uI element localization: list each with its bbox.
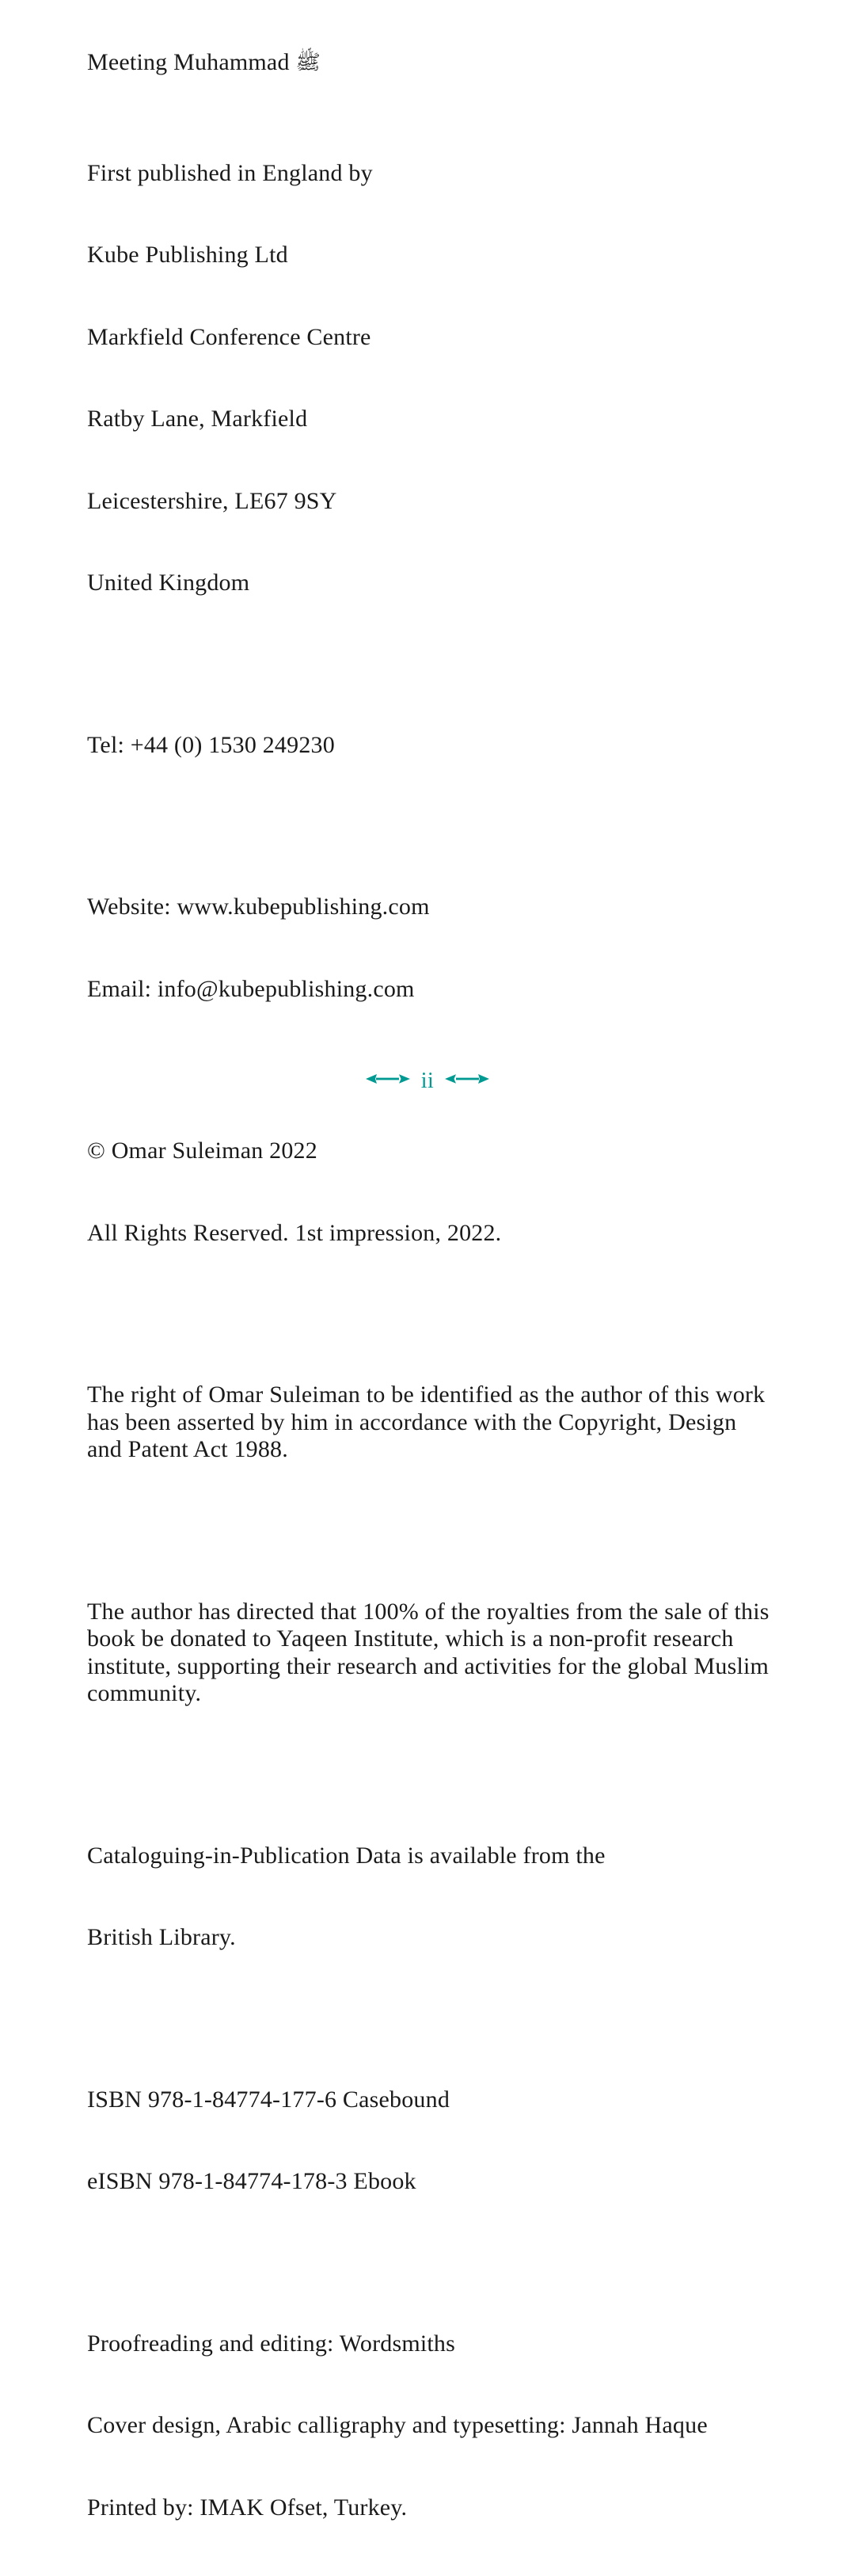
address-line: Kube Publishing Ltd — [87, 242, 776, 269]
left-arrow-ornament-icon — [366, 1072, 410, 1090]
eisbn-line: eISBN 978-1-84774-178-3 Ebook — [87, 2168, 776, 2196]
address-line: First published in England by — [87, 160, 776, 188]
address-line: United Kingdom — [87, 570, 776, 597]
proofreading-line: Proofreading and editing: Wordsmiths — [87, 2330, 776, 2358]
address-line: Ratby Lane, Markfield — [87, 406, 776, 433]
contact-block — [87, 839, 776, 1057]
running-head-text: Meeting Muhammad — [87, 49, 295, 75]
telephone-block — [87, 677, 776, 814]
royalties-block — [87, 1544, 776, 1762]
telephone-line: Tel: +44 (0) 1530 249230 — [87, 732, 776, 760]
running-head — [87, 49, 776, 77]
royalties-paragraph: The author has directed that 100% of the royalties from the sale of this book be donated to Yaqeen Institute, which is a non-profit research institute, supporting their research and activities for the global Muslim community. — [87, 1599, 776, 1708]
credits-block — [87, 2276, 776, 2576]
copyright-block — [87, 1083, 776, 1301]
publisher-address-block — [87, 105, 776, 652]
copyright-line: © Omar Suleiman 2022 — [87, 1137, 776, 1165]
isbn-line: ISBN 978-1-84774-177-6 Casebound — [87, 2086, 776, 2114]
british-library-line: British Library. — [87, 1924, 776, 1952]
printer-line: Printed by: IMAK Ofset, Turkey. — [87, 2494, 776, 2522]
cover-design-line: Cover design, Arabic calligraphy and typesetting: Jannah Haque — [87, 2412, 776, 2440]
cataloguing-block — [87, 1788, 776, 2006]
moral-rights-paragraph: The right of Omar Suleiman to be identified as the author of this work has been asserted by him in accordance with the Copyright, Design and Patent Act 1988. — [87, 1381, 776, 1464]
email-line: Email: info@kubepublishing.com — [87, 976, 776, 1004]
cataloguing-line: Cataloguing-in-Publication Data is available from the — [87, 1842, 776, 1870]
sallallahu-alayhi-wasallam-icon: ﷺ — [295, 51, 320, 74]
folio-number: ii — [421, 1070, 435, 1092]
copyright-page — [0, 0, 855, 1141]
isbn-block — [87, 2032, 776, 2250]
moral-rights-block — [87, 1327, 776, 1519]
address-line: Leicestershire, LE67 9SY — [87, 488, 776, 516]
website-line: Website: www.kubepublishing.com — [87, 894, 776, 921]
page-footer — [0, 1065, 855, 1096]
address-line: Markfield Conference Centre — [87, 324, 776, 352]
rights-reserved-line: All Rights Reserved. 1st impression, 2022. — [87, 1220, 776, 1248]
right-arrow-ornament-icon — [445, 1072, 489, 1090]
